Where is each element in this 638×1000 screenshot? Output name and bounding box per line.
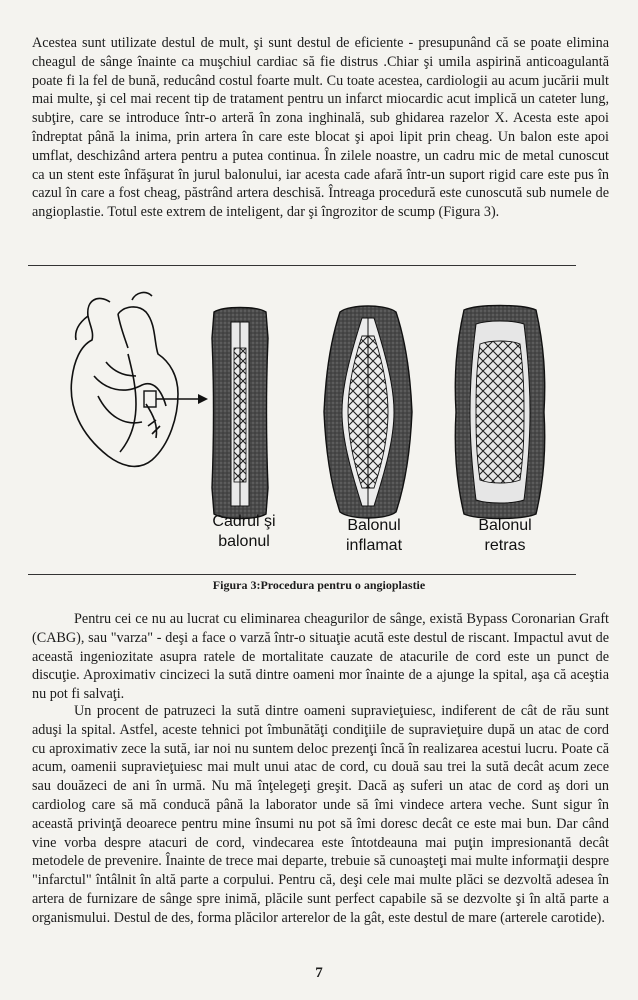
paragraph-intro: Acestea sunt utilizate destul de mult, şi sunt destul de eficiente - presupunând că se poate elimina cheagul de sânge înainte ca muşchiul cardiac să fie distrus .Chiar şi umila aspirină anticoagulantă poate fi la fel de bună, reducând costul foarte mult. Cu toate acestea, cardiologii au acum jucării mult mai multe, şi cel mai recent tip de tratament pentru un infarct miocardic acut implică un cateter lung, subţire, care se introduce într-o arteră în zona inghinală, sub ghidarea razelor X. Acesta este apoi îndreptat până la inima, prin artera în care este blocat şi apoi lipit prin cheag. Un balon este apoi umflat, deschizând artera pentru a putea continua. În zilele noastre, un cadru mic de metal cunoscut ca un stent este înfăşurat în jurul balonului, iar acesta cade afară într-un suport rigid care este pus în cazul în care a fost cheag, păstrând artera deschisă. Întreaga procedură este cunoscută sub numele de angioplastie. Totul este extrem de inteligent, dar şi îngrozitor de scump (Figura 3). (32, 35, 609, 221)
label-frame-balloon: Cadrul şi balonul (212, 513, 276, 550)
page-number: 7 (315, 965, 323, 981)
artery-panel-frame-balloon (212, 308, 268, 519)
figure-caption: Figura 3:Procedura pentru o angioplastie (212, 578, 426, 592)
paragraph-cabg: Pentru cei ce nu au lucrat cu eliminarea cheagurilor de sânge, există Bypass Coronarian Graft (CABG), sau "varza" - deşi a face o varză într-o situaţie acută este destul de riscant. Impactul avut de această ingeniozitate asupra ratele de mortalitate cauzate de atacurile de cord este un punct de discuţie. Aproximativ cincizeci la sută dintre oameni mor înainte de a ajunge la spital, aşa că aceştia nu pot fi salvaţi. (32, 611, 609, 703)
paragraph-survival: Un procent de patruzeci la sută dintre oameni supravieţuiesc, indiferent de cât de rău sunt aduşi la spital. Astfel, aceste tehnici pot îmbunătăţi condiţiile de supravieţuire după un atac de cord cu aproximativ zece la sută, iar noi nu suntem deloc prezenţi încă în realizarea acestui lucru. Poate că acum, oamenii supravieţuiesc mai mult unui atac de cord, cu două sau trei la sută decât acum zece sau douăzeci de ani în urmă. Nu mă înţelegeţi greşit. Dacă aş suferi un atac de cord aş dori un cardiolog care să mă conducă până la laborator unde să îmi vindece artera veche. Sunt sigur în această privinţă deoarece pentru mine însumi nu pot să îmi doresc decât ce este mai bun. Dar când vine vorba despre atacuri de cord, vindecarea este întotdeauna mai puţin impresionantă decât metodele de prevenire. Înainte de trece mai departe, trebuie să cunoaşteţi mai multe informaţii despre "infarctul" întâlnit în altă parte a corpului. Pentru că, deşi cele mai multe plăci se dezvoltă adesea în artera de furnizare de sânge spre inimă, plăcile sunt perfect capabile să se dezvolte şi în altă parte a organismului. Destul de des, forma plăcilor arterelor de la gât, este destul de mare (arterele carotide). (32, 703, 609, 926)
artery-panel-balloon-retracted (455, 306, 544, 519)
heart-icon (71, 293, 178, 467)
figure-bottom-rule (28, 574, 576, 575)
artery-panel-balloon-inflated (324, 306, 412, 518)
arrow-icon (156, 394, 208, 404)
label-balloon-inflated: Balonul inflamat (345, 517, 403, 554)
label-balloon-retracted: Balonul retras (478, 517, 532, 554)
